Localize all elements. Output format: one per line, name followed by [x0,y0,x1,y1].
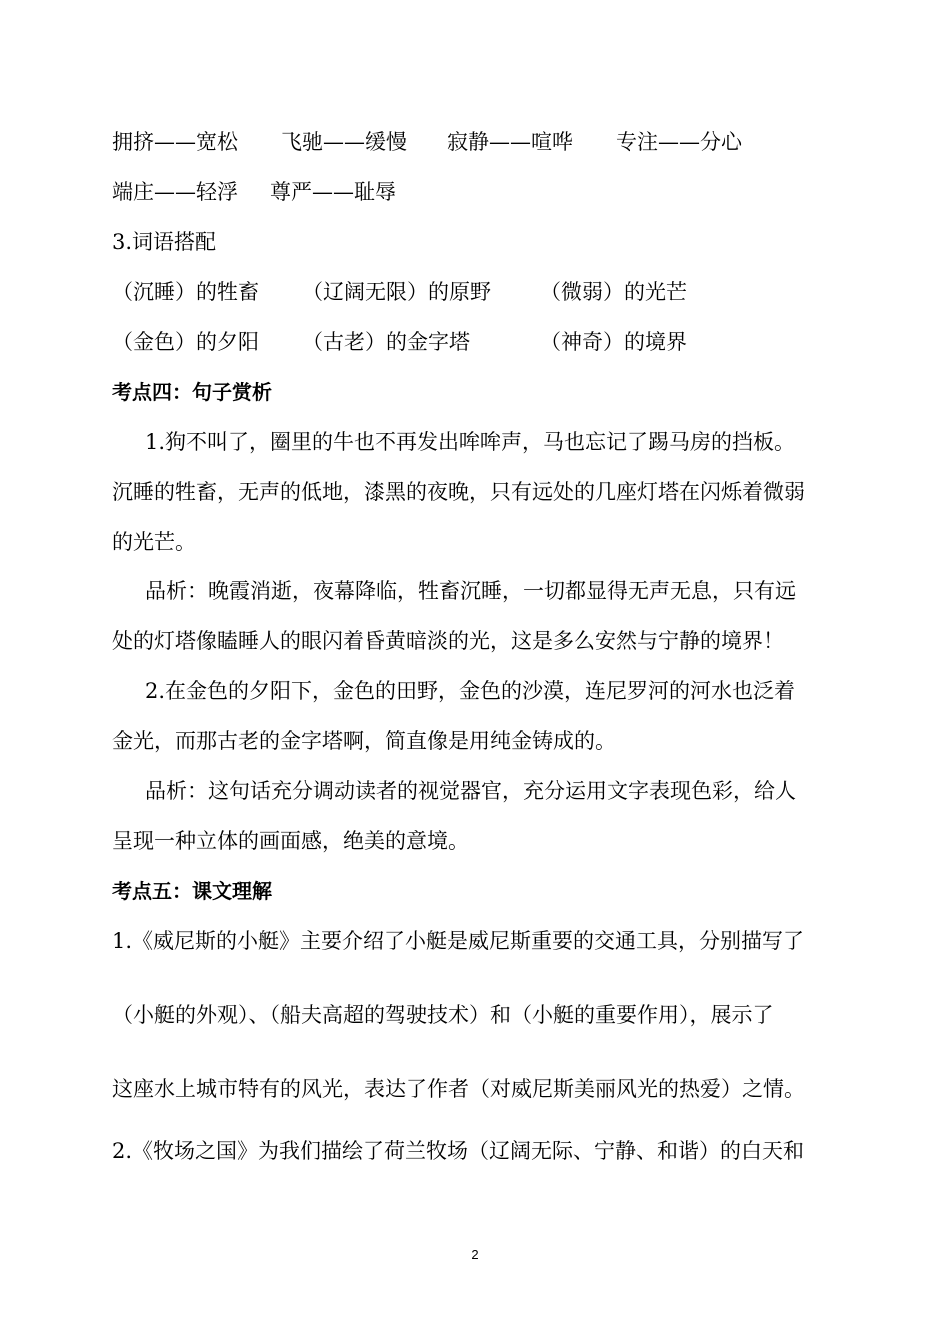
analysis-2-line-1: 品析：这句话充分调动读者的视觉器官，充分运用文字表现色彩，给人 [145,779,796,803]
sentence-2-line-1: 2.在金色的夕阳下，金色的田野，金色的沙漠，连尼罗河的河水也泛着 [145,679,796,703]
antonym-pair: 尊严——耻辱 [270,180,396,204]
paragraph-1-line-1: 1.《威尼斯的小艇》主要介绍了小艇是威尼斯重要的交通工具，分别描写了 [112,929,805,953]
analysis-1-line-1: 品析：晚霞消逝，夜幕降临，牲畜沉睡，一切都显得无声无息，只有远 [145,579,796,603]
sentence-2-line-2: 金光，而那古老的金字塔啊，简直像是用纯金铸成的。 [112,729,616,753]
word-match: （辽阔无限）的原野 [302,280,491,304]
antonym-pair: 飞驰——缓慢 [281,130,407,154]
antonym-pair: 寂静——喧哗 [447,130,573,154]
paragraph-1-line-3: 这座水上城市特有的风光，表达了作者（对威尼斯美丽风光的热爱）之情。 [112,1077,805,1101]
analysis-1-line-2: 处的灯塔像瞌睡人的眼闪着昏黄暗淡的光，这是多么安然与宁静的境界！ [112,629,784,653]
paragraph-2-line-1: 2.《牧场之国》为我们描绘了荷兰牧场（辽阔无际、宁静、和谐）的白天和 [112,1139,805,1163]
sentence-1-line-1: 1.狗不叫了，圈里的牛也不再发出哞哞声，马也忘记了踢马房的挡板。 [145,430,796,454]
antonym-pair: 专注——分心 [616,130,742,154]
matching-title: 3.词语搭配 [112,230,217,254]
sentence-1-line-3: 的光芒。 [112,530,196,554]
word-match: （沉睡）的牲畜 [112,280,259,304]
word-match: （微弱）的光芒 [540,280,687,304]
word-match: （神奇）的境界 [540,330,687,354]
analysis-2-line-2: 呈现一种立体的画面感，绝美的意境。 [112,829,469,853]
antonym-pair: 拥挤——宽松 [112,130,238,154]
section-5-heading: 考点五：课文理解 [112,879,272,903]
antonym-pair: 端庄——轻浮 [112,180,238,204]
word-match: （古老）的金字塔 [302,330,470,354]
word-match: （金色）的夕阳 [112,330,259,354]
sentence-1-line-2: 沉睡的牲畜，无声的低地，漆黑的夜晚，只有远处的几座灯塔在闪烁着微弱 [112,480,805,504]
paragraph-1-line-2: （小艇的外观）、（船夫高超的驾驶技术）和（小艇的重要作用），展示了 [112,1003,774,1027]
page-number: 2 [471,1247,479,1262]
section-4-heading: 考点四：句子赏析 [112,380,272,404]
